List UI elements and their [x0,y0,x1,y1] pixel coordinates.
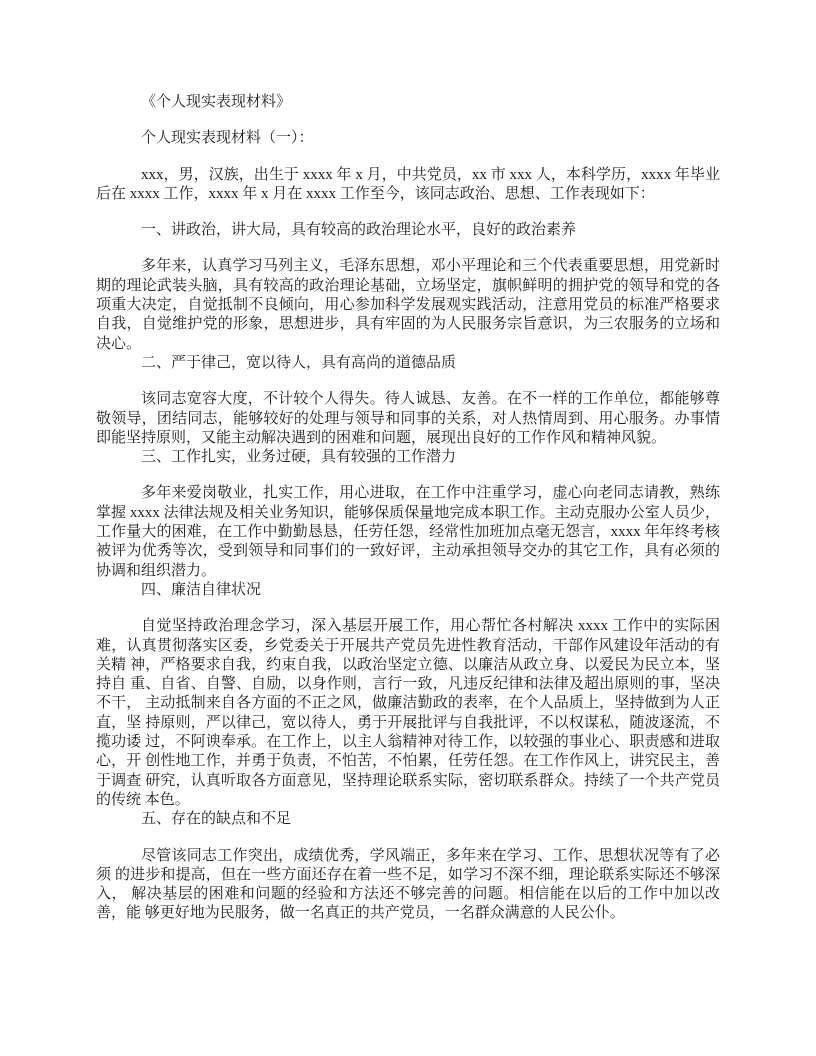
section-1-heading: 一、讲政治，讲大局，具有较高的政治理论水平，良好的政治素养 [141,222,577,239]
doc-subtitle: 个人现实表现材料（一）： [141,130,314,147]
section-4-heading: 四、廉洁自律状况 [141,581,262,598]
section-5-body: 尽管该同志工作突出，成绩优秀，学风端正，多年来在学习、工作、思想状况等有了必须 的进步和提高，但在一些方面还存在着一些不足，如学习不深不细，理论联系实际还不够深入， 解决基层的困难和问题的经验和方法还不够完善的问题。相信能在以后的工作中加以改善，能 够更好地为民服务，做一名真正的共产党员，一名群众满意的人民公仆。 [96,847,720,922]
section-3-heading: 三、工作扎实，业务过硬，具有较强的工作潜力 [141,449,457,466]
section-3-body: 多年来爱岗敬业，扎实工作，用心进取，在工作中注重学习，虚心向老同志请教，熟练掌握 xxxx 法律法规及相关业务知识，能够保质保量地完成本职工作。主动克服办公室人员少，工作量大的困难，在工作中勤勤恳恳，任劳任怨，经常性加班加点毫无怨言，xxxx 年年终考核被评为优秀等次，受到领导和同事们的一致好评，主动承担领导交办的其它工作，具有必须的协调和组织潜力。 [96,485,720,579]
section-2-body: 该同志宽容大度，不计较个人得失。待人诚恳、友善。在不一样的工作单位，都能够尊敬领导，团结同志，能够较好的处理与领导和同事的关系，对人热情周到、用心服务。办事情即能坚持原则，又能主动解决遇到的困难和问题，展现出良好的工作作风和精神风貌。 [96,391,720,446]
doc-title: 《个人现实表现材料》 [141,94,292,110]
section-1-body: 多年来，认真学习马列主义，毛泽东思想，邓小平理论和三个代表重要思想，用党新时期的理论武装头脑，具有较高的政治理论基础，立场坚定，旗帜鲜明的拥护党的领导和党的各项重大决定，自觉抵制不良倾向，用心参加科学发展观实践活动，注意用党员的标准严格要求自我，自觉维护党的形象，思想进步，具有牢固的为人民服务宗旨意识，为三农服务的立场和决心。 [96,258,720,352]
section-5-heading: 五、存在的缺点和不足 [141,811,292,828]
intro-paragraph: xxx，男，汉族，出生于 xxxx 年 x 月，中共党员，xx 市 xxx 人，本科学历，xxxx 年毕业后在 xxxx 工作，xxxx 年 x 月在 xxxx 工作至今，该同志政治、思想、工作表现如下： [96,166,720,202]
section-2 [96,354,720,448]
section-3 [96,448,720,581]
section-5 [96,810,720,923]
section-4 [96,581,720,810]
section-4-body: 自觉坚持政治理念学习，深入基层开展工作，用心帮忙各村解决 xxxx 工作中的实际困难，认真贯彻落实区委，乡党委关于开展共产党员先进性教育活动，干部作风建设年活动的有关精 神，严格要求自我，约束自我，以政治坚定立德、以廉洁从政立身、以爱民为民立本，坚持自 重、自省、自警、自励，以身作则，言行一致，凡违反纪律和法律及超出原则的事，坚决不干， 主动抵制来自各方面的不正之风，做廉洁勤政的表率，在个人品质上，坚持做到为人正直，坚 持原则，严以律己，宽以待人，勇于开展批评与自我批评，不以权谋私，随波逐流，不揽功诿 过，不阿谀奉承。在工作上，以主人翁精神对待工作，以较强的事业心、职责感和进取心，开 创性地工作，并勇于负责，不怕苦，不怕累，任劳任怨。在工作作风上，讲究民主，善于调查 研究，认真听取各方面意见，坚持理论联系实际，密切联系群众。持续了一个共产党员的传统 本色。 [96,618,720,808]
section-2-heading: 二、严于律己，宽以待人，具有高尚的道德品质 [141,354,457,371]
section-1 [96,221,720,354]
